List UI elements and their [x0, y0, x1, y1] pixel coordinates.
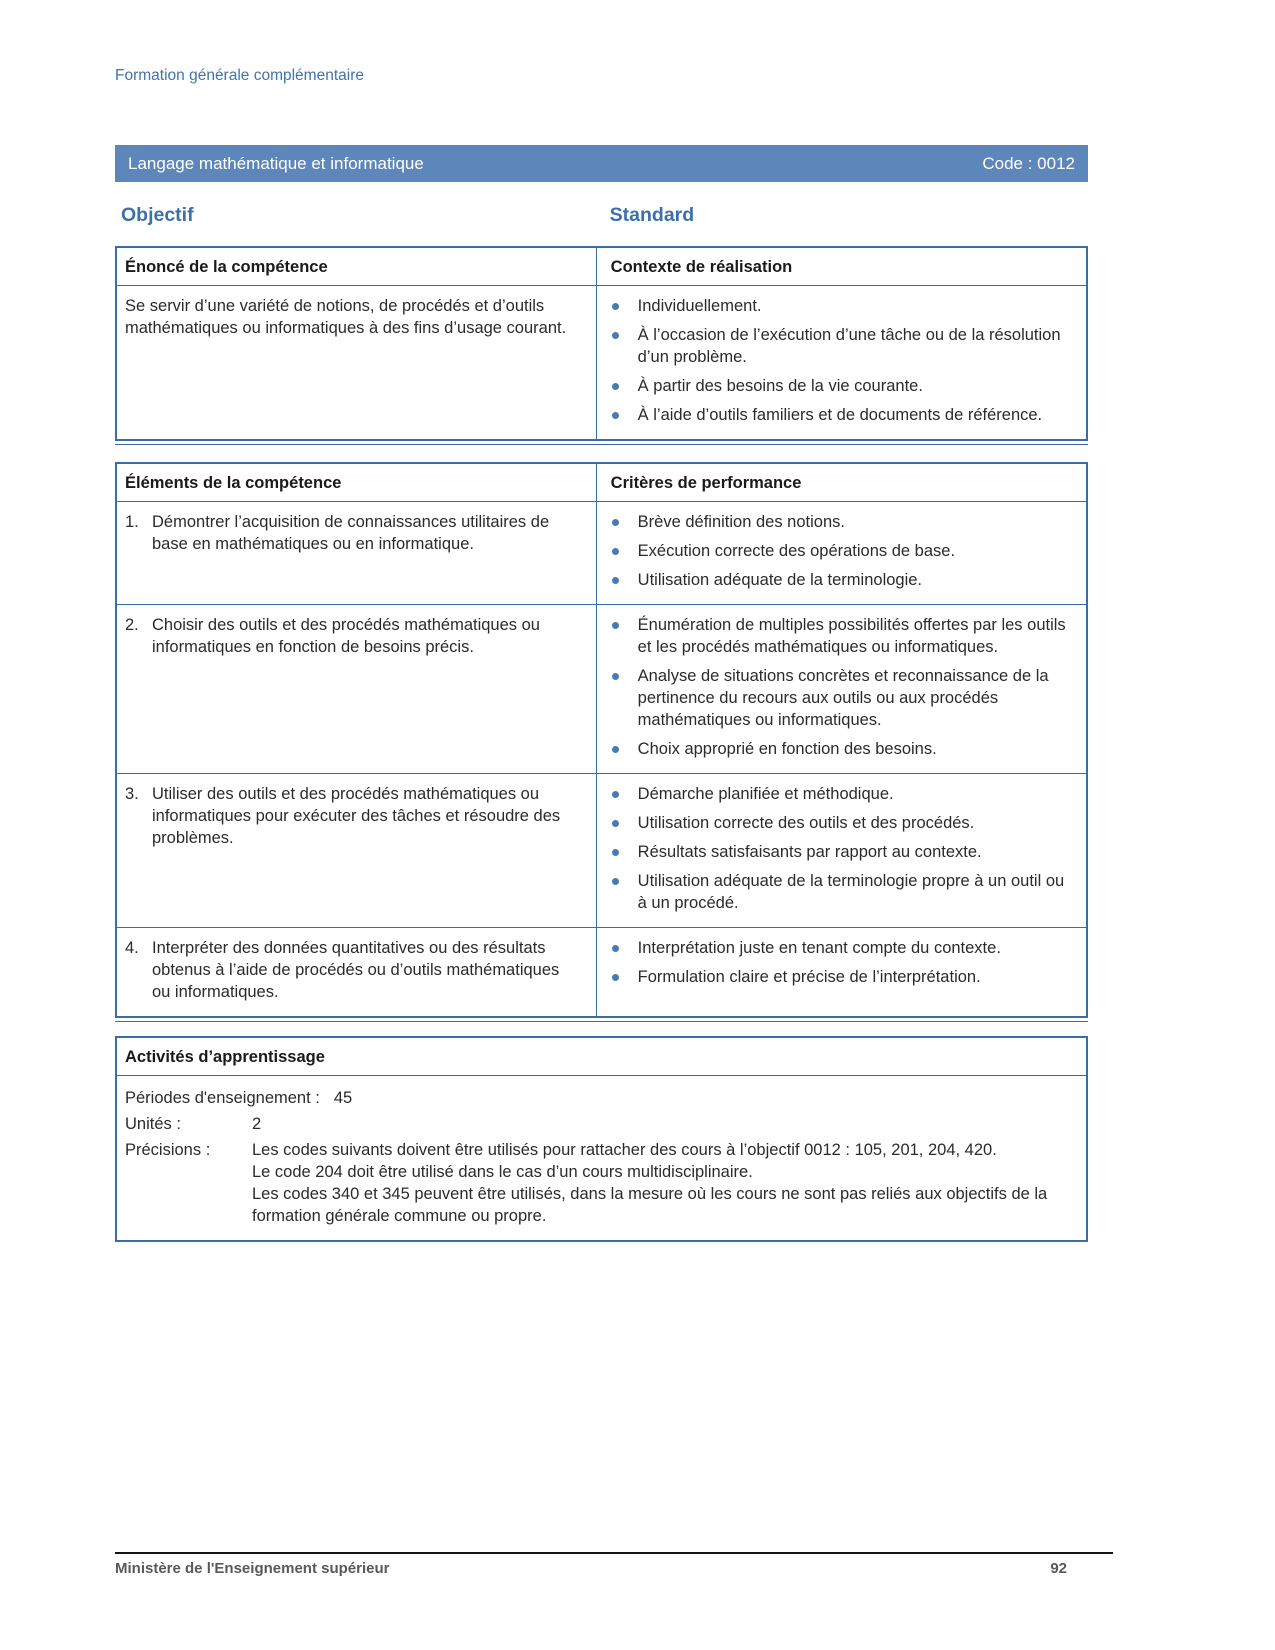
bullet-icon — [612, 820, 619, 827]
elements-table-body — [117, 502, 1086, 1016]
periodes-label: Périodes d'enseignement : — [125, 1089, 320, 1107]
page-footer — [115, 1552, 1113, 1578]
bullet-icon — [612, 945, 619, 952]
precisions-line: Le code 204 doit être utilisé dans le cas d’un cours multidisciplinaire. — [252, 1163, 753, 1181]
context-item — [611, 375, 1074, 397]
criteria-item — [611, 937, 1074, 959]
elements-header-cell: Éléments de la compétence — [125, 474, 342, 492]
criteria-item-text: Énumération de multiples possibilités offertes par les outils et les procédés mathématiques ou informatiques. — [637, 616, 1066, 656]
element-text: Interpréter des données quantitatives ou des résultats obtenus à l’aide de procédés ou d’outils mathématiques ou informatiques. — [152, 939, 560, 1001]
criteria-item-text: Utilisation correcte des outils et des procédés. — [637, 814, 975, 832]
footer-ministry: Ministère de l'Enseignement supérieur — [115, 1560, 390, 1577]
criteria-item — [611, 783, 1074, 805]
criteria-cell — [596, 774, 1086, 927]
bullet-icon — [612, 849, 619, 856]
criteria-item-text: Utilisation adéquate de la terminologie propre à un outil ou à un procédé. — [637, 872, 1065, 912]
element-number: 2. — [125, 616, 139, 634]
criteria-item-list — [611, 614, 1074, 760]
criteria-item-text: Utilisation adéquate de la terminologie. — [637, 571, 923, 589]
unites-value: 2 — [252, 1115, 262, 1133]
element-item — [125, 511, 580, 555]
criteria-item — [611, 966, 1074, 988]
criteria-item — [611, 511, 1074, 533]
context-item — [611, 295, 1074, 317]
precisions-label: Précisions : — [125, 1141, 211, 1159]
bullet-icon — [612, 383, 619, 390]
elements-table — [115, 462, 1088, 1018]
criteria-item-list — [611, 783, 1074, 914]
criteria-item — [611, 540, 1074, 562]
objectif-heading: Objectif — [121, 204, 194, 226]
criteria-cell — [596, 502, 1086, 604]
criteria-item-text: Exécution correcte des opérations de base. — [637, 542, 956, 560]
footer-page-number: 92 — [1050, 1560, 1067, 1577]
precisions-text — [252, 1139, 1076, 1227]
element-number: 3. — [125, 785, 139, 803]
bullet-icon — [612, 974, 619, 981]
elements-table-row — [117, 604, 1086, 773]
criteria-item-text: Résultats satisfaisants par rapport au contexte. — [637, 843, 982, 861]
criteres-header-cell: Critères de performance — [596, 464, 1086, 501]
criteria-item — [611, 812, 1074, 834]
bullet-icon — [612, 332, 619, 339]
bullet-icon — [612, 303, 619, 310]
criteria-item-text: Brève définition des notions. — [637, 513, 845, 531]
criteria-item — [611, 665, 1074, 731]
context-item-text: Individuellement. — [637, 297, 762, 315]
title-bar — [115, 145, 1088, 182]
activities-body — [117, 1076, 1086, 1240]
bullet-icon — [612, 548, 619, 555]
bullet-icon — [612, 878, 619, 885]
contexte-list — [596, 286, 1086, 439]
bullet-icon — [612, 673, 619, 680]
bullet-icon — [612, 577, 619, 584]
bullet-icon — [612, 519, 619, 526]
precisions-line: Les codes 340 et 345 peuvent être utilisés, dans la mesure où les cours ne sont pas reliés aux objectifs de la formation générale commune ou propre. — [252, 1185, 1048, 1225]
element-item — [125, 614, 580, 658]
enonce-table — [115, 246, 1088, 441]
criteria-item — [611, 569, 1074, 591]
competence-statement: Se servir d’une variété de notions, de procédés et d’outils mathématiques ou informatiques à des fins d’usage courant. — [125, 297, 567, 337]
bullet-icon — [612, 622, 619, 629]
unites-label: Unités : — [125, 1115, 181, 1133]
activities-header: Activités d’apprentissage — [117, 1038, 1086, 1076]
criteria-item-text: Démarche planifiée et méthodique. — [637, 785, 894, 803]
elements-table-row — [117, 927, 1086, 1016]
criteria-item-list — [611, 937, 1074, 988]
criteria-item-text: Formulation claire et précise de l’interprétation. — [637, 968, 981, 986]
bullet-icon — [612, 412, 619, 419]
element-cell — [117, 774, 596, 927]
enonce-table-header — [117, 248, 1086, 286]
element-text: Utiliser des outils et des procédés mathématiques ou informatiques pour exécuter des tâches et résoudre des problèmes. — [152, 785, 561, 847]
unites-row — [125, 1113, 1076, 1135]
context-item-text: À partir des besoins de la vie courante. — [637, 377, 923, 395]
context-item — [611, 324, 1074, 368]
title-bar-code: Code : 0012 — [982, 153, 1075, 173]
elements-table-row — [117, 773, 1086, 927]
element-cell — [117, 502, 596, 604]
precisions-row — [125, 1139, 1076, 1227]
context-item-text: À l’occasion de l’exécution d’une tâche ou de la résolution d’un problème. — [637, 326, 1061, 366]
context-item — [611, 404, 1074, 426]
element-number: 4. — [125, 939, 139, 957]
criteria-item-text: Analyse de situations concrètes et reconnaissance de la pertinence du recours aux outils ou aux procédés mathématiques ou informatiques. — [637, 667, 1049, 729]
bullet-icon — [612, 746, 619, 753]
periodes-row — [125, 1087, 1076, 1109]
criteria-item-text: Interprétation juste en tenant compte du contexte. — [637, 939, 1001, 957]
element-number: 1. — [125, 513, 139, 531]
enonce-table-row — [117, 286, 1086, 439]
context-item-list — [611, 295, 1074, 426]
standard-heading: Standard — [609, 204, 695, 226]
activities-box — [115, 1036, 1088, 1242]
context-item-text: À l’aide d’outils familiers et de documents de référence. — [637, 406, 1043, 424]
precisions-line: Les codes suivants doivent être utilisés pour rattacher des cours à l’objectif 0012 : 105, 201, 204, 420. — [252, 1141, 997, 1159]
section-headings — [115, 203, 1088, 227]
element-text: Choisir des outils et des procédés mathématiques ou informatiques en fonction de besoins précis. — [152, 616, 540, 656]
contexte-header-cell: Contexte de réalisation — [596, 248, 1086, 285]
element-cell — [117, 605, 596, 773]
enonce-header-cell: Énoncé de la compétence — [125, 258, 328, 276]
page-content — [115, 0, 1088, 1242]
title-bar-title: Langage mathématique et informatique — [128, 153, 424, 173]
element-cell — [117, 928, 596, 1016]
element-item — [125, 783, 580, 849]
criteria-cell — [596, 605, 1086, 773]
criteria-item — [611, 614, 1074, 658]
criteria-item-list — [611, 511, 1074, 591]
elements-table-header — [117, 464, 1086, 502]
bullet-icon — [612, 791, 619, 798]
criteria-item-text: Choix approprié en fonction des besoins. — [637, 740, 937, 758]
breadcrumb: Formation générale complémentaire — [115, 67, 364, 84]
element-text: Démontrer l’acquisition de connaissances utilitaires de base en mathématiques ou en informatique. — [152, 513, 550, 553]
criteria-item — [611, 870, 1074, 914]
elements-table-row — [117, 502, 1086, 604]
criteria-cell — [596, 928, 1086, 1016]
criteria-item — [611, 841, 1074, 863]
criteria-item — [611, 738, 1074, 760]
element-item — [125, 937, 580, 1003]
periodes-value: 45 — [333, 1089, 353, 1107]
